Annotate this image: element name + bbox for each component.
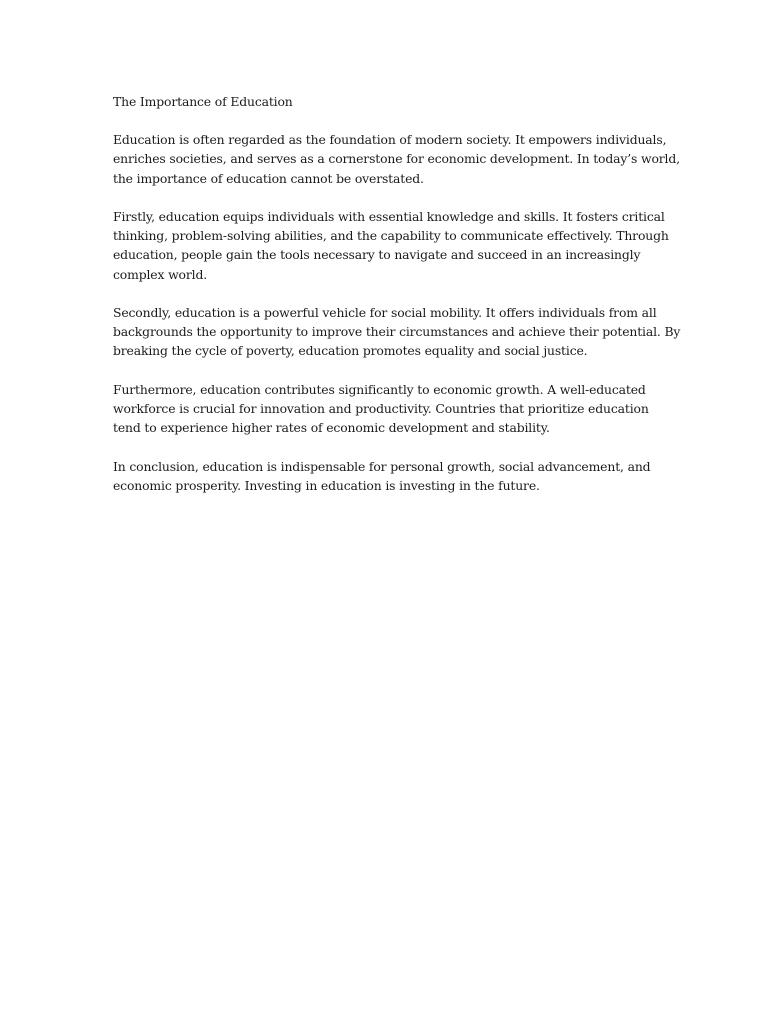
text-line: breaking the cycle of poverty, education promotes equality and social justice.	[113, 343, 588, 359]
paragraph-secondly	[113, 303, 681, 361]
text-line: Education is often regarded as the foundation of modern society. It empowers individuals,	[113, 132, 667, 148]
text-line: education, people gain the tools necessary to navigate and succeed in an increasingly	[113, 247, 641, 263]
paragraph-conclusion	[113, 457, 661, 495]
paragraph-furthermore	[113, 380, 661, 438]
paragraph-firstly	[113, 207, 669, 284]
text-line: In conclusion, education is indispensable for personal growth, social advancement, and	[113, 458, 651, 474]
text-line: complex world.	[113, 266, 208, 282]
text-line: enriches societies, and serves as a cornerstone for economic development. In today’s world,	[113, 151, 680, 167]
document-title: The Importance of Education	[113, 94, 293, 109]
text-line: tend to experience higher rates of economic development and stability.	[113, 420, 550, 436]
text-line: backgrounds the opportunity to improve their circumstances and achieve their potential. By	[113, 324, 681, 340]
text-line: workforce is crucial for innovation and productivity. Countries that prioritize education	[113, 401, 649, 416]
document-body	[113, 92, 681, 514]
text-line: Firstly, education equips individuals with essential knowledge and skills. It fosters critical	[113, 209, 665, 224]
paragraph-introduction	[113, 130, 680, 188]
text-line: Furthermore, education contributes significantly to economic growth. A well-educated	[113, 381, 646, 397]
text-line: economic prosperity. Investing in education is investing in the future.	[113, 477, 540, 493]
text-line: the importance of education cannot be overstated.	[113, 170, 424, 186]
text-line: thinking, problem-solving abilities, and the capability to communicate effectively. Through	[113, 228, 669, 244]
text-line: Secondly, education is a powerful vehicle for social mobility. It offers individuals from all	[113, 305, 657, 320]
